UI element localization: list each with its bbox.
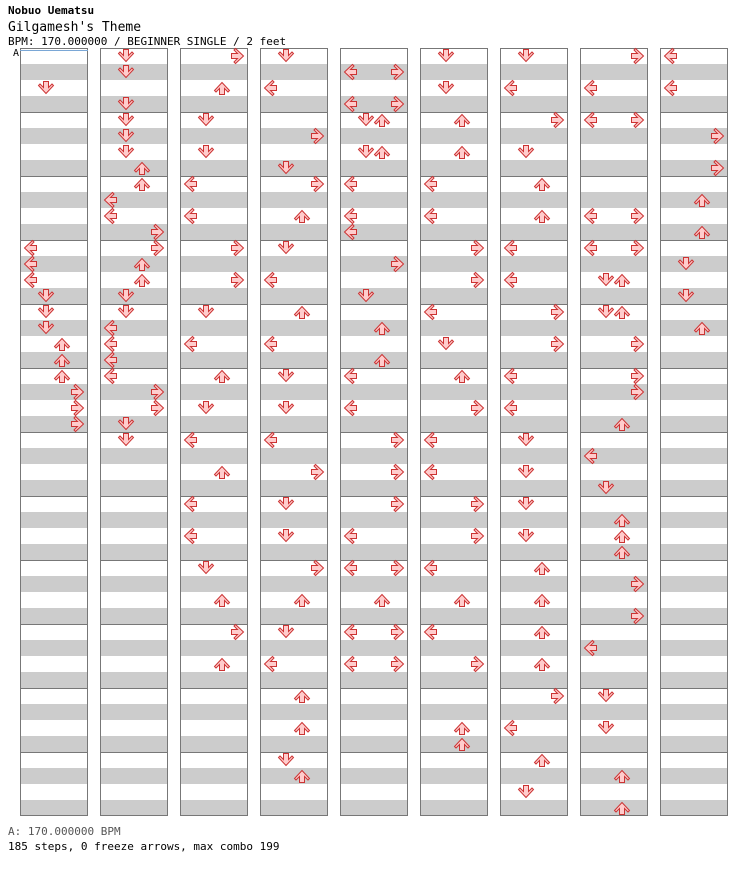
beat-stripe bbox=[180, 736, 248, 752]
beat-stripe bbox=[660, 640, 728, 656]
beat-stripe bbox=[20, 448, 88, 464]
beat-stripe bbox=[20, 128, 88, 144]
beat-stripe bbox=[100, 672, 168, 688]
beat-stripe bbox=[660, 320, 728, 336]
beat-stripe bbox=[20, 480, 88, 496]
beat-stripe bbox=[260, 96, 328, 112]
beat-stripe bbox=[420, 480, 488, 496]
beat-stripe bbox=[340, 192, 408, 208]
beat-stripe bbox=[260, 800, 328, 816]
beat-stripe bbox=[420, 640, 488, 656]
beat-stripe bbox=[180, 288, 248, 304]
beat-stripe bbox=[420, 416, 488, 432]
beat-stripe bbox=[340, 544, 408, 560]
chart-column bbox=[20, 48, 88, 816]
beat-stripe bbox=[20, 96, 88, 112]
beat-stripe bbox=[420, 704, 488, 720]
beat-stripe bbox=[20, 576, 88, 592]
beat-stripe bbox=[260, 576, 328, 592]
beat-stripe bbox=[660, 512, 728, 528]
beat-stripe bbox=[420, 800, 488, 816]
beat-stripe bbox=[580, 160, 648, 176]
beat-stripe bbox=[420, 320, 488, 336]
beat-stripe bbox=[420, 448, 488, 464]
beat-stripe bbox=[260, 288, 328, 304]
beat-stripe bbox=[20, 512, 88, 528]
beat-stripe bbox=[500, 256, 568, 272]
beat-stripe bbox=[100, 512, 168, 528]
footer-bpm: A: 170.000000 BPM bbox=[8, 825, 121, 838]
beat-stripe bbox=[420, 672, 488, 688]
beat-stripe bbox=[340, 128, 408, 144]
beat-stripe bbox=[100, 96, 168, 112]
beat-stripe bbox=[100, 736, 168, 752]
beat-stripe bbox=[340, 352, 408, 368]
beat-stripe bbox=[500, 128, 568, 144]
beat-stripe bbox=[180, 352, 248, 368]
beat-stripe bbox=[180, 416, 248, 432]
beat-stripe bbox=[340, 416, 408, 432]
beat-stripe bbox=[340, 640, 408, 656]
beat-stripe bbox=[180, 96, 248, 112]
beat-stripe bbox=[420, 768, 488, 784]
chart-info: BPM: 170.000000 / BEGINNER SINGLE / 2 feet bbox=[8, 35, 287, 48]
beat-stripe bbox=[180, 384, 248, 400]
beat-stripe bbox=[340, 736, 408, 752]
beat-stripe bbox=[20, 224, 88, 240]
beat-stripe bbox=[260, 416, 328, 432]
beat-stripe bbox=[180, 160, 248, 176]
beat-stripe bbox=[180, 192, 248, 208]
beat-stripe bbox=[260, 672, 328, 688]
beat-stripe bbox=[580, 544, 648, 560]
beat-stripe bbox=[420, 256, 488, 272]
beat-stripe bbox=[580, 800, 648, 816]
beat-stripe bbox=[660, 672, 728, 688]
beat-stripe bbox=[500, 224, 568, 240]
beat-stripe bbox=[420, 544, 488, 560]
beat-stripe bbox=[580, 704, 648, 720]
beat-stripe bbox=[180, 512, 248, 528]
beat-stripe bbox=[500, 416, 568, 432]
chart-column bbox=[260, 48, 328, 816]
beat-stripe bbox=[500, 480, 568, 496]
beat-stripe bbox=[660, 736, 728, 752]
beat-stripe bbox=[100, 64, 168, 80]
beat-stripe bbox=[260, 704, 328, 720]
beat-stripe bbox=[500, 352, 568, 368]
beat-stripe bbox=[500, 768, 568, 784]
beat-stripe bbox=[180, 224, 248, 240]
beat-stripe bbox=[660, 800, 728, 816]
beat-stripe bbox=[580, 480, 648, 496]
beat-stripe bbox=[260, 256, 328, 272]
beat-stripe bbox=[580, 672, 648, 688]
beat-stripe bbox=[420, 96, 488, 112]
beat-stripe bbox=[100, 800, 168, 816]
beat-stripe bbox=[500, 608, 568, 624]
beat-stripe bbox=[20, 192, 88, 208]
beat-stripe bbox=[100, 448, 168, 464]
beat-stripe bbox=[180, 320, 248, 336]
chart-column bbox=[580, 48, 648, 816]
beat-stripe bbox=[500, 736, 568, 752]
beat-stripe bbox=[420, 384, 488, 400]
beat-stripe bbox=[340, 320, 408, 336]
beat-stripe bbox=[580, 256, 648, 272]
beat-stripe bbox=[340, 384, 408, 400]
beat-stripe bbox=[580, 64, 648, 80]
beat-stripe bbox=[660, 288, 728, 304]
beat-stripe bbox=[660, 704, 728, 720]
beat-stripe bbox=[660, 224, 728, 240]
beat-stripe bbox=[260, 736, 328, 752]
bpm-marker: A bbox=[13, 48, 20, 59]
beat-stripe bbox=[580, 512, 648, 528]
song-title: Gilgamesh's Theme bbox=[8, 20, 142, 35]
beat-stripe bbox=[580, 96, 648, 112]
beat-stripe bbox=[100, 160, 168, 176]
beat-stripe bbox=[340, 768, 408, 784]
beat-stripe bbox=[500, 640, 568, 656]
beat-stripe bbox=[500, 544, 568, 560]
beat-stripe bbox=[100, 128, 168, 144]
beat-stripe bbox=[500, 288, 568, 304]
beat-stripe bbox=[420, 576, 488, 592]
beat-stripe bbox=[500, 96, 568, 112]
beat-stripe bbox=[340, 800, 408, 816]
beat-stripe bbox=[180, 640, 248, 656]
beat-stripe bbox=[20, 320, 88, 336]
beat-stripe bbox=[180, 128, 248, 144]
footer-stats: 185 steps, 0 freeze arrows, max combo 199 bbox=[8, 840, 280, 853]
beat-stripe bbox=[580, 224, 648, 240]
beat-stripe bbox=[180, 576, 248, 592]
beat-stripe bbox=[340, 480, 408, 496]
beat-stripe bbox=[660, 544, 728, 560]
beat-stripe bbox=[260, 608, 328, 624]
beat-stripe bbox=[500, 160, 568, 176]
beat-stripe bbox=[260, 768, 328, 784]
beat-stripe bbox=[420, 608, 488, 624]
beat-stripe bbox=[420, 736, 488, 752]
beat-stripe bbox=[340, 448, 408, 464]
beat-stripe bbox=[260, 64, 328, 80]
beat-stripe bbox=[100, 416, 168, 432]
beat-stripe bbox=[180, 768, 248, 784]
beat-stripe bbox=[660, 480, 728, 496]
beat-stripe bbox=[500, 512, 568, 528]
beat-stripe bbox=[340, 288, 408, 304]
beat-stripe bbox=[180, 704, 248, 720]
beat-stripe bbox=[20, 640, 88, 656]
beat-stripe bbox=[660, 256, 728, 272]
beat-stripe bbox=[180, 480, 248, 496]
beat-stripe bbox=[580, 288, 648, 304]
beat-stripe bbox=[20, 800, 88, 816]
beat-stripe bbox=[20, 352, 88, 368]
beat-stripe bbox=[340, 704, 408, 720]
beat-stripe bbox=[20, 608, 88, 624]
beat-stripe bbox=[180, 800, 248, 816]
beat-stripe bbox=[660, 448, 728, 464]
beat-stripe bbox=[20, 704, 88, 720]
beat-stripe bbox=[660, 384, 728, 400]
beat-stripe bbox=[500, 672, 568, 688]
beat-stripe bbox=[260, 352, 328, 368]
beat-stripe bbox=[100, 480, 168, 496]
beat-stripe bbox=[260, 640, 328, 656]
beat-stripe bbox=[660, 96, 728, 112]
beat-stripe bbox=[500, 576, 568, 592]
beat-stripe bbox=[100, 288, 168, 304]
beat-stripe bbox=[260, 544, 328, 560]
beat-stripe bbox=[420, 352, 488, 368]
artist-name: Nobuo Uematsu bbox=[8, 4, 95, 17]
beat-stripe bbox=[20, 768, 88, 784]
beat-stripe bbox=[580, 352, 648, 368]
beat-stripe bbox=[580, 128, 648, 144]
beat-stripe bbox=[100, 768, 168, 784]
beat-stripe bbox=[260, 224, 328, 240]
beat-stripe bbox=[420, 512, 488, 528]
beat-stripe bbox=[420, 192, 488, 208]
beat-stripe bbox=[340, 608, 408, 624]
beat-stripe bbox=[420, 160, 488, 176]
beat-stripe bbox=[580, 320, 648, 336]
beat-stripe bbox=[260, 384, 328, 400]
beat-stripe bbox=[660, 416, 728, 432]
beat-stripe bbox=[180, 448, 248, 464]
beat-stripe bbox=[660, 192, 728, 208]
beat-stripe bbox=[660, 352, 728, 368]
beat-stripe bbox=[500, 800, 568, 816]
chart-column bbox=[180, 48, 248, 816]
beat-stripe bbox=[100, 608, 168, 624]
beat-stripe bbox=[340, 672, 408, 688]
beat-stripe bbox=[500, 384, 568, 400]
beat-stripe bbox=[180, 608, 248, 624]
beat-stripe bbox=[500, 448, 568, 464]
beat-stripe bbox=[20, 288, 88, 304]
beat-stripe bbox=[340, 512, 408, 528]
beat-stripe bbox=[500, 320, 568, 336]
beat-stripe bbox=[180, 256, 248, 272]
beat-stripe bbox=[20, 544, 88, 560]
beat-stripe bbox=[260, 160, 328, 176]
beat-stripe bbox=[340, 160, 408, 176]
beat-stripe bbox=[100, 544, 168, 560]
beat-stripe bbox=[500, 192, 568, 208]
beat-stripe bbox=[20, 736, 88, 752]
beat-stripe bbox=[660, 576, 728, 592]
beat-stripe bbox=[420, 64, 488, 80]
beat-stripe bbox=[100, 640, 168, 656]
beat-stripe bbox=[20, 672, 88, 688]
beat-stripe bbox=[260, 192, 328, 208]
beat-stripe bbox=[420, 128, 488, 144]
beat-stripe bbox=[340, 576, 408, 592]
beat-stripe bbox=[260, 480, 328, 496]
beat-stripe bbox=[20, 64, 88, 80]
bpm-marker-line bbox=[20, 50, 88, 51]
beat-stripe bbox=[580, 192, 648, 208]
beat-stripe bbox=[580, 736, 648, 752]
beat-stripe bbox=[100, 256, 168, 272]
beat-stripe bbox=[20, 160, 88, 176]
beat-stripe bbox=[660, 608, 728, 624]
chart-column bbox=[420, 48, 488, 816]
beat-stripe bbox=[420, 288, 488, 304]
beat-stripe bbox=[100, 576, 168, 592]
chart-column bbox=[340, 48, 408, 816]
beat-stripe bbox=[500, 704, 568, 720]
beat-stripe bbox=[180, 64, 248, 80]
beat-stripe bbox=[580, 768, 648, 784]
chart-column bbox=[100, 48, 168, 816]
beat-stripe bbox=[180, 544, 248, 560]
beat-stripe bbox=[580, 416, 648, 432]
beat-stripe bbox=[660, 768, 728, 784]
beat-stripe bbox=[260, 320, 328, 336]
beat-stripe bbox=[420, 224, 488, 240]
beat-stripe bbox=[100, 704, 168, 720]
beat-stripe bbox=[260, 448, 328, 464]
beat-stripe bbox=[180, 672, 248, 688]
beat-stripe bbox=[660, 64, 728, 80]
beat-stripe bbox=[260, 512, 328, 528]
beat-stripe bbox=[500, 64, 568, 80]
